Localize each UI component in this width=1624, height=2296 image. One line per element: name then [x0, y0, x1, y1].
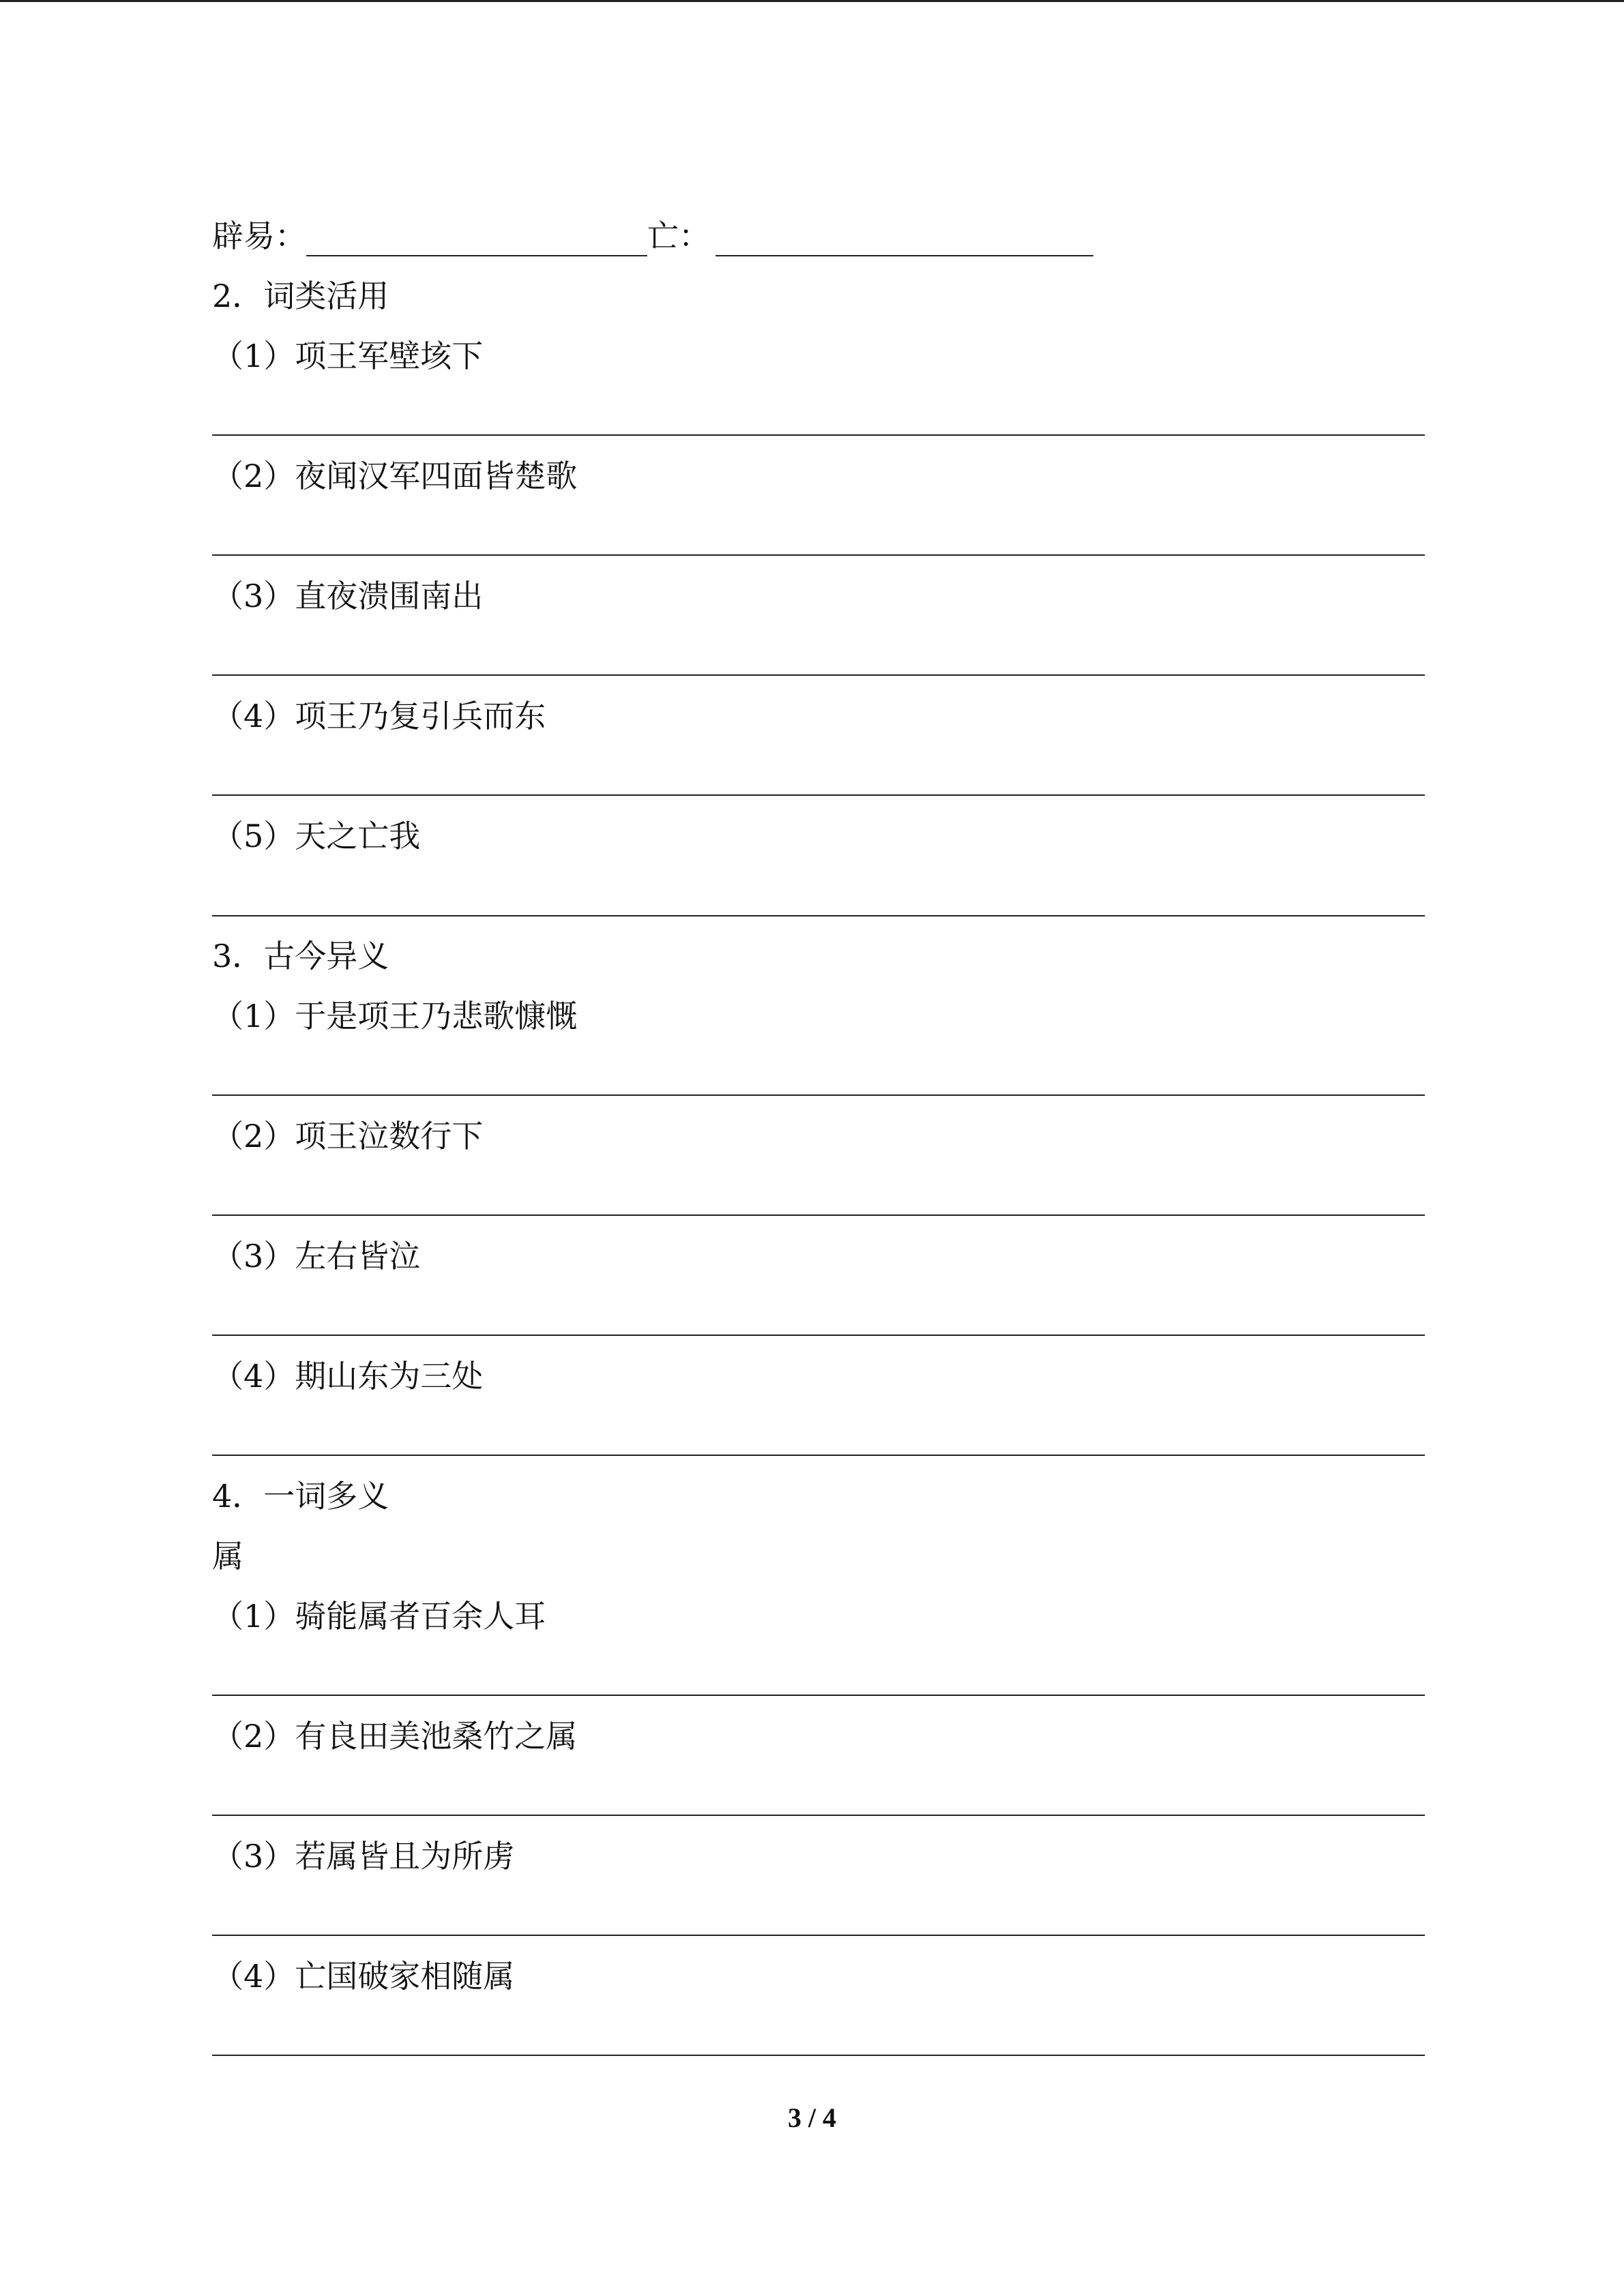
- question-text: 期山东为三处: [295, 1358, 484, 1395]
- answer-line[interactable]: [212, 794, 1425, 796]
- answer-line[interactable]: [212, 1935, 1425, 1936]
- answer-line[interactable]: [212, 1214, 1425, 1216]
- page-number: 3 / 4: [787, 2102, 837, 2133]
- question-item: [212, 1236, 420, 1277]
- question-text: 左右皆泣: [295, 1238, 421, 1274]
- question-item: [212, 1716, 577, 1757]
- question-number: （1）: [212, 998, 295, 1034]
- answer-line[interactable]: [212, 1455, 1425, 1456]
- answer-blank-wang[interactable]: [715, 222, 1093, 256]
- answer-line[interactable]: [212, 554, 1425, 556]
- question-text: 有良田美池桑竹之属: [295, 1718, 578, 1755]
- question-text: 夜闻汉军四面皆楚歌: [295, 458, 578, 494]
- question-text: 项王泣数行下: [295, 1118, 484, 1154]
- answer-line[interactable]: [212, 1695, 1425, 1696]
- section-subheading: 属: [212, 1538, 243, 1575]
- section-heading: 2．词类活用: [212, 278, 389, 314]
- question-number: （1）: [212, 1598, 295, 1635]
- label-wang: 亡：: [647, 218, 710, 254]
- question-item: [212, 816, 420, 856]
- question-item: [212, 996, 577, 1037]
- question-text: 若属皆且为所虏: [295, 1838, 515, 1875]
- answer-blank-piyi[interactable]: [306, 222, 647, 256]
- answer-line[interactable]: [212, 434, 1425, 436]
- question-text: 于是项王乃悲歌慷慨: [295, 998, 578, 1034]
- question-number: （3）: [212, 578, 295, 614]
- question-text: 亡国破家相随属: [295, 1958, 515, 1995]
- question-item: [212, 456, 577, 496]
- question-text: 直夜溃围南出: [295, 578, 484, 614]
- question-number: （2）: [212, 1118, 295, 1154]
- question-number: （2）: [212, 1718, 295, 1755]
- question-item: [212, 1836, 514, 1877]
- label-piyi: 辟易：: [212, 218, 306, 254]
- section-heading: 4．一词多义: [212, 1478, 389, 1515]
- question-number: （1）: [212, 338, 295, 374]
- question-number: （3）: [212, 1838, 295, 1875]
- question-text: 项王乃复引兵而东: [295, 698, 546, 734]
- question-number: （5）: [212, 818, 295, 854]
- question-text: 骑能属者百余人耳: [295, 1598, 546, 1635]
- question-item: [212, 336, 483, 376]
- fill-in-row: [212, 215, 1093, 256]
- question-item: [212, 1116, 483, 1157]
- answer-line[interactable]: [212, 674, 1425, 676]
- question-item: [212, 1956, 514, 1997]
- answer-line[interactable]: [212, 915, 1425, 916]
- question-item: [212, 696, 546, 736]
- question-number: （4）: [212, 698, 295, 734]
- question-number: （3）: [212, 1238, 295, 1274]
- question-number: （4）: [212, 1958, 295, 1995]
- question-text: 项王军壁垓下: [295, 338, 484, 374]
- question-number: （4）: [212, 1358, 295, 1395]
- question-item: [212, 1356, 483, 1397]
- question-item: [212, 1596, 546, 1637]
- page-top-border: [0, 0, 1624, 2]
- question-number: （2）: [212, 458, 295, 494]
- section-heading: 3．古今异义: [212, 938, 389, 974]
- question-text: 天之亡我: [295, 818, 421, 854]
- answer-line[interactable]: [212, 1094, 1425, 1096]
- answer-line[interactable]: [212, 1335, 1425, 1336]
- answer-line[interactable]: [212, 1815, 1425, 1816]
- question-item: [212, 576, 483, 616]
- answer-line[interactable]: [212, 2055, 1425, 2056]
